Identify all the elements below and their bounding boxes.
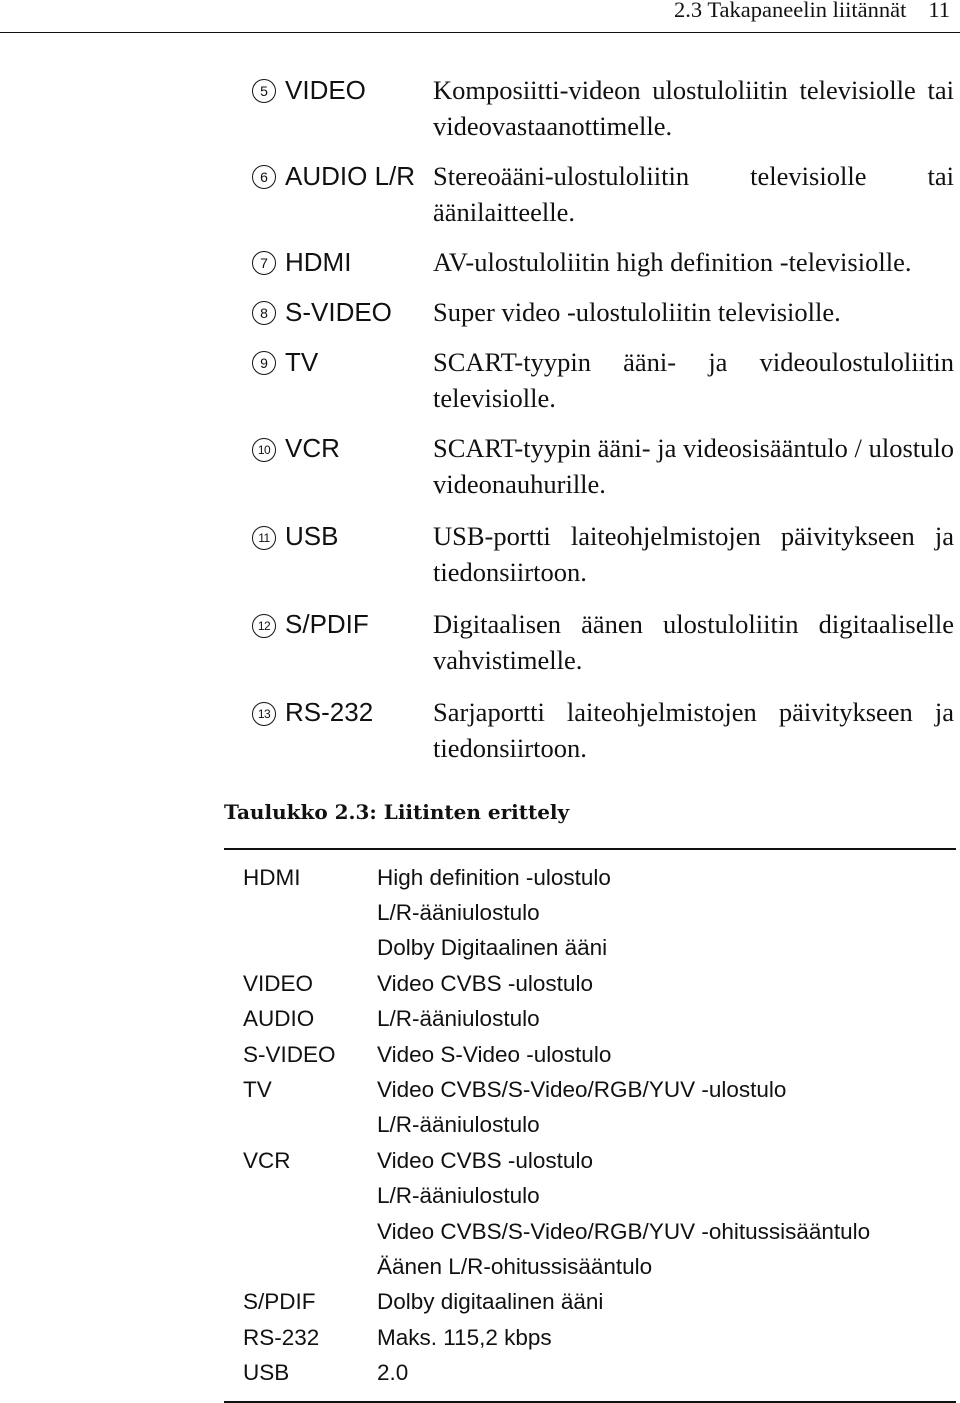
connector-item xyxy=(252,294,960,330)
spec-connector: S-VIDEO xyxy=(243,1041,336,1067)
table-row xyxy=(224,931,956,966)
spec-value: Äänen L/R-ohitussisääntulo xyxy=(377,1253,653,1279)
connector-term xyxy=(252,430,433,466)
spec-value: Video CVBS -ulostulo xyxy=(377,970,593,996)
circled-number: 10 xyxy=(252,438,276,462)
connector-name: VIDEO xyxy=(285,75,366,105)
connector-term xyxy=(252,158,433,194)
table-row xyxy=(224,895,956,930)
spec-connector: VCR xyxy=(243,1147,291,1173)
spec-value: Video CVBS/S-Video/RGB/YUV -ulostulo xyxy=(377,1077,787,1103)
connector-term xyxy=(252,606,433,642)
table-row xyxy=(224,1108,956,1143)
connector-name: S/PDIF xyxy=(285,609,369,639)
circled-number: 7 xyxy=(252,251,276,275)
spec-value: Dolby Digitaalinen ääni xyxy=(377,935,608,961)
running-header xyxy=(0,0,960,33)
table-row xyxy=(224,1037,956,1072)
spec-value: Video CVBS/S-Video/RGB/YUV -ohitussisääntulo xyxy=(377,1218,871,1244)
table-row xyxy=(224,1285,956,1320)
table-row xyxy=(224,1214,956,1249)
spec-value: Video CVBS -ulostulo xyxy=(377,1147,593,1173)
table-row xyxy=(224,1249,956,1284)
connector-term xyxy=(252,72,433,108)
table-caption: Taulukko 2.3: Liitinten erittely xyxy=(224,800,570,824)
spec-connector: S/PDIF xyxy=(243,1289,316,1315)
table-row xyxy=(224,1002,956,1037)
circled-number: 6 xyxy=(252,165,276,189)
spec-value: 2.0 xyxy=(377,1360,409,1386)
circled-number: 12 xyxy=(252,614,276,638)
table-row xyxy=(224,860,956,895)
spec-value: Dolby digitaalinen ääni xyxy=(377,1289,604,1315)
spec-value: L/R-ääniulostulo xyxy=(377,1006,540,1032)
connector-description: Komposiitti-videon ulostuloliitin televisiolle tai videovastaanottimelle. xyxy=(433,75,954,141)
spec-connector: USB xyxy=(243,1360,290,1386)
connector-term xyxy=(252,244,433,280)
connector-name: S-VIDEO xyxy=(285,297,392,327)
circled-number: 5 xyxy=(252,79,276,103)
spec-connector: AUDIO xyxy=(243,1006,315,1032)
connector-item xyxy=(252,430,960,502)
spec-value: Video S-Video -ulostulo xyxy=(377,1041,612,1067)
table-row xyxy=(224,1179,956,1214)
connector-term xyxy=(252,694,433,730)
spec-value: L/R-ääniulostulo xyxy=(377,900,540,926)
connector-name: RS-232 xyxy=(285,697,374,727)
connector-description: SCART-tyypin ääni- ja videosisääntulo / ulostulo videonauhurille. xyxy=(433,433,954,499)
circled-number: 9 xyxy=(252,351,276,375)
connector-description: Stereoääni-ulostuloliitin televisiolle tai äänilaitteelle. xyxy=(433,161,954,227)
connector-description: SCART-tyypin ääni- ja videoulostuloliitin televisiolle. xyxy=(433,347,954,413)
spec-value: L/R-ääniulostulo xyxy=(377,1112,540,1138)
connector-item xyxy=(252,606,960,678)
connector-description: Sarjaportti laiteohjelmistojen päivitykseen ja tiedonsiirtoon. xyxy=(433,697,954,763)
connector-description: USB-portti laiteohjelmistojen päivitykseen ja tiedonsiirtoon. xyxy=(433,521,954,587)
connector-term xyxy=(252,294,433,330)
connector-description: Digitaalisen äänen ulostuloliitin digitaaliselle vahvistimelle. xyxy=(433,609,954,675)
table-row xyxy=(224,1072,956,1107)
connector-item xyxy=(252,72,960,144)
table-row xyxy=(224,1320,956,1355)
connector-term xyxy=(252,518,433,554)
connector-name: USB xyxy=(285,521,339,551)
table-row xyxy=(224,966,956,1001)
spec-connector: TV xyxy=(243,1077,272,1103)
connector-name: HDMI xyxy=(285,247,352,277)
table-row xyxy=(224,1143,956,1178)
connector-description: Super video -ulostuloliitin televisiolle. xyxy=(433,297,841,327)
connector-list xyxy=(252,72,960,766)
spec-value: High definition -ulostulo xyxy=(377,864,611,890)
header-text xyxy=(674,0,950,23)
spec-value: Maks. 115,2 kbps xyxy=(377,1324,552,1350)
connector-name: TV xyxy=(285,347,319,377)
circled-number: 11 xyxy=(252,526,276,550)
circled-number: 13 xyxy=(252,702,276,726)
section-title: 2.3 Takapaneelin liitännät xyxy=(674,0,907,22)
connector-term xyxy=(252,344,433,380)
spec-connector: VIDEO xyxy=(243,970,314,996)
connector-description: AV-ulostuloliitin high definition -televisiolle. xyxy=(433,247,912,277)
connector-name: AUDIO L/R xyxy=(285,161,416,191)
circled-number: 8 xyxy=(252,301,276,325)
connector-item xyxy=(252,694,960,766)
spec-value: L/R-ääniulostulo xyxy=(377,1183,540,1209)
table-row xyxy=(224,1355,956,1390)
spec-table xyxy=(224,848,956,1403)
connector-item xyxy=(252,244,960,280)
spec-connector: HDMI xyxy=(243,864,301,890)
connector-item xyxy=(252,344,960,416)
page-number: 11 xyxy=(928,0,950,22)
connector-name: VCR xyxy=(285,433,340,463)
connector-item xyxy=(252,158,960,230)
spec-connector: RS-232 xyxy=(243,1324,320,1350)
connector-item xyxy=(252,518,960,590)
